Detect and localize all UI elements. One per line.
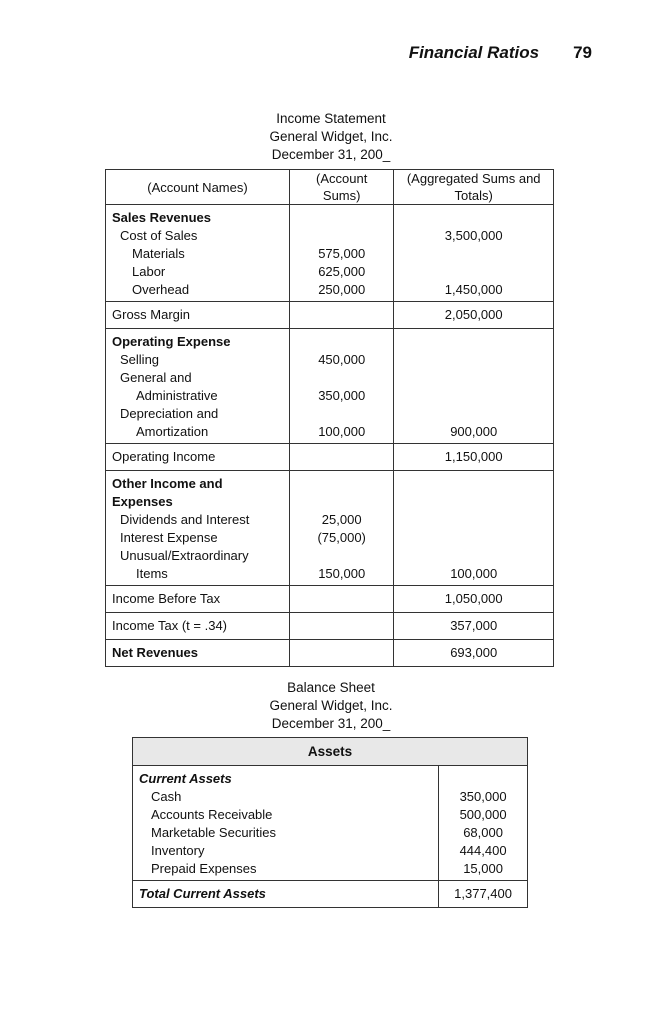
row-total: 1,450,000 xyxy=(444,282,503,297)
row-value: 350,000 xyxy=(318,388,366,403)
section-heading: Other Income and xyxy=(112,476,223,491)
row-value: 500,000 xyxy=(459,807,507,822)
sales-revenues-section xyxy=(106,205,554,302)
caption-line: December 31, 200_ xyxy=(271,147,391,162)
column-header-account-sums: (Account Sums) xyxy=(289,170,393,205)
row-label: Dividends and Interest xyxy=(120,512,250,527)
row-value: 450,000 xyxy=(318,352,366,367)
caption-line: General Widget, Inc. xyxy=(269,698,393,713)
row-label: Materials xyxy=(132,246,185,261)
column-header-account-names: (Account Names) xyxy=(106,170,290,205)
row-total: 1,050,000 xyxy=(394,586,554,613)
row-label: Selling xyxy=(120,352,160,367)
table-header-row xyxy=(133,738,528,766)
running-header xyxy=(0,43,592,63)
row-total: 693,000 xyxy=(394,640,554,667)
page-number: 79 xyxy=(573,43,592,62)
row-total: 1,150,000 xyxy=(394,444,554,471)
current-assets-section xyxy=(133,766,528,881)
income-before-tax-row xyxy=(106,586,554,613)
row-label: Net Revenues xyxy=(106,640,290,667)
row-label: Income Tax (t = .34) xyxy=(106,613,290,640)
table-header-row xyxy=(106,170,554,205)
section-heading: Sales Revenues xyxy=(112,210,212,225)
row-value: 150,000 xyxy=(318,566,366,581)
row-total: 357,000 xyxy=(394,613,554,640)
row-value: 444,400 xyxy=(459,843,507,858)
row-label: General and xyxy=(120,370,192,385)
row-value: 25,000 xyxy=(321,512,362,527)
income-statement-table xyxy=(105,169,554,667)
section-heading: Operating Expense xyxy=(112,334,231,349)
total-current-assets-row xyxy=(133,881,528,908)
row-label: Prepaid Expenses xyxy=(151,861,257,876)
net-revenues-row xyxy=(106,640,554,667)
balance-sheet-caption xyxy=(0,679,662,733)
caption-line: December 31, 200_ xyxy=(271,716,391,731)
row-label: Labor xyxy=(132,264,166,279)
row-total: 1,377,400 xyxy=(439,881,528,908)
gross-margin-row xyxy=(106,302,554,329)
row-value: 575,000 xyxy=(318,246,366,261)
row-label: Items xyxy=(136,566,168,581)
row-label: Interest Expense xyxy=(120,530,218,545)
caption-line: Balance Sheet xyxy=(287,680,375,695)
row-label: Unusual/Extraordinary xyxy=(120,548,249,563)
assets-header: Assets xyxy=(133,738,528,766)
row-value: 625,000 xyxy=(318,264,366,279)
section-heading: Expenses xyxy=(112,494,173,509)
row-label: Gross Margin xyxy=(106,302,290,329)
column-header-aggregated: (Aggregated Sums and Totals) xyxy=(394,170,554,205)
row-value: 68,000 xyxy=(463,825,503,840)
income-tax-row xyxy=(106,613,554,640)
row-label: Administrative xyxy=(136,388,218,403)
row-label: Accounts Receivable xyxy=(151,807,273,822)
row-value: 15,000 xyxy=(463,861,503,876)
row-label: Cash xyxy=(151,789,182,804)
row-value: 250,000 xyxy=(318,282,366,297)
row-value: (75,000) xyxy=(317,530,366,545)
row-total: 900,000 xyxy=(450,424,498,439)
section-heading: Current Assets xyxy=(139,771,232,786)
row-label: Amortization xyxy=(136,424,209,439)
row-total: 3,500,000 xyxy=(444,228,503,243)
row-value: 100,000 xyxy=(318,424,366,439)
operating-expense-section xyxy=(106,329,554,444)
row-label: Overhead xyxy=(132,282,190,297)
row-label: Marketable Securities xyxy=(151,825,276,840)
operating-income-row xyxy=(106,444,554,471)
row-total: 2,050,000 xyxy=(394,302,554,329)
income-statement-caption xyxy=(0,110,662,164)
balance-sheet-table xyxy=(132,737,528,908)
row-label: Inventory xyxy=(151,843,205,858)
chapter-title: Financial Ratios xyxy=(408,43,540,62)
row-value: 350,000 xyxy=(459,789,507,804)
row-label: Depreciation and xyxy=(120,406,219,421)
other-income-section xyxy=(106,471,554,586)
row-label: Total Current Assets xyxy=(133,881,439,908)
caption-line: Income Statement xyxy=(276,111,386,126)
row-label: Income Before Tax xyxy=(106,586,290,613)
row-total: 100,000 xyxy=(450,566,498,581)
caption-line: General Widget, Inc. xyxy=(269,129,393,144)
row-label: Operating Income xyxy=(106,444,290,471)
row-label: Cost of Sales xyxy=(120,228,198,243)
